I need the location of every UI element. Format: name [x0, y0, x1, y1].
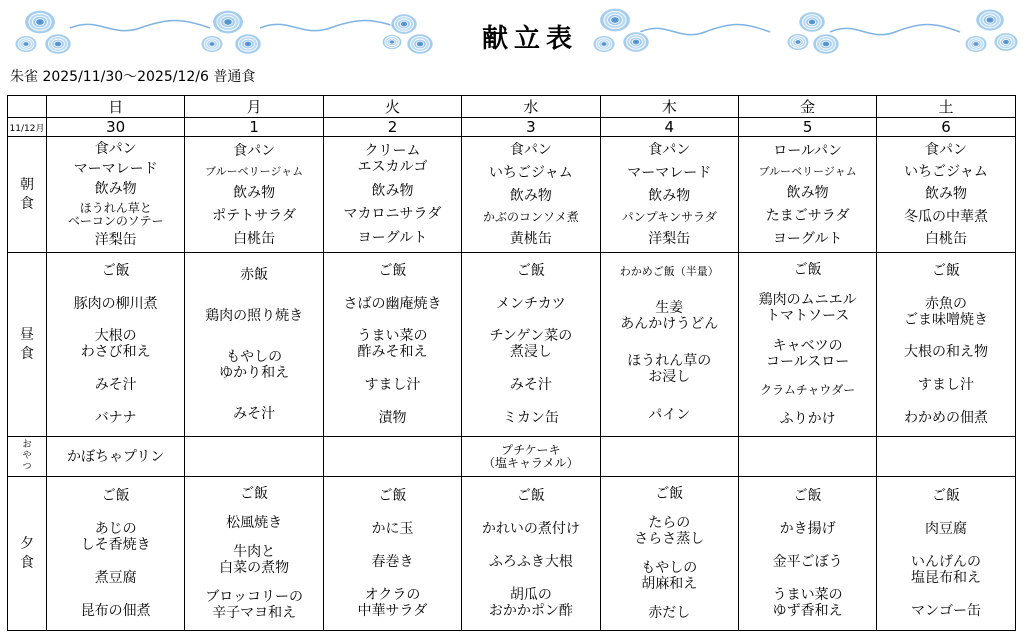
- dinner-cell: [185, 477, 323, 631]
- menu-item: わかめの佃煮: [904, 409, 989, 426]
- menu-item: かき揚げ: [779, 520, 836, 537]
- menu-item: クラムチャウダー: [760, 383, 856, 397]
- menu-item: オクラの 中華サラダ: [357, 587, 428, 620]
- rose-icon: [799, 12, 825, 32]
- snack-cell: [323, 437, 461, 477]
- snack-label: [8, 437, 47, 477]
- rose-icon: [787, 34, 809, 51]
- menu-items: [739, 137, 876, 252]
- dinner-cell: [323, 477, 461, 631]
- menu-item: 昆布の佃煮: [80, 603, 151, 620]
- meal-label-char: つ: [22, 462, 32, 472]
- menu-item: パンプキンサラダ: [621, 209, 717, 224]
- menu-items: [324, 477, 461, 630]
- menu-items: [462, 477, 599, 630]
- snack-cell: [462, 437, 600, 477]
- menu-item: ご飯: [101, 487, 130, 504]
- menu-item: ブルーベリージャム: [205, 164, 304, 178]
- rose-icon: [407, 34, 433, 54]
- snack-cell: [185, 437, 323, 477]
- menu-item: かに玉: [371, 520, 414, 537]
- menu-item: ほうれん草の お浸し: [627, 353, 712, 386]
- menu-item: マーマレード: [627, 165, 712, 182]
- menu-items: [324, 137, 461, 252]
- menu-items: [601, 137, 738, 252]
- menu-item: 食パン: [233, 142, 276, 159]
- menu-items: [601, 477, 738, 630]
- rose-icon: [382, 34, 402, 49]
- menu-item: いんげんの 塩昆布和え: [911, 554, 982, 587]
- menu-item: 飲み物: [925, 186, 968, 203]
- menu-item: 飲み物: [371, 182, 414, 199]
- menu-item: ご飯: [378, 263, 407, 280]
- snack-cell: [47, 437, 185, 477]
- snack-cell: [600, 437, 738, 477]
- menu-item: うまい菜の ゆず香和え: [772, 587, 843, 620]
- weekday-row: [8, 96, 1016, 118]
- menu-items: [601, 253, 738, 436]
- menu-table: [7, 95, 1016, 631]
- breakfast-cell: [462, 137, 600, 253]
- dinner-cell: [462, 477, 600, 631]
- menu-item: 飲み物: [94, 181, 137, 198]
- menu-item: 食パン: [509, 142, 552, 159]
- menu-item: ロールパン: [773, 142, 843, 159]
- menu-items: [185, 253, 322, 436]
- date-cell: 3: [462, 118, 600, 137]
- menu-item: ご飯: [793, 262, 822, 278]
- menu-item: 春巻き: [371, 554, 414, 571]
- menu-item: 大根の和え物: [904, 344, 989, 361]
- menu-item: ふろふき大根: [488, 554, 573, 571]
- breakfast-cell: [877, 137, 1015, 253]
- menu-item: たまごサラダ: [765, 207, 850, 224]
- menu-item: ご飯: [240, 485, 269, 502]
- menu-item: 鶏肉の照り焼き: [205, 308, 304, 325]
- menu-items: [185, 477, 322, 630]
- menu-item: 肉豆腐: [925, 520, 968, 537]
- rose-icon: [201, 36, 223, 53]
- menu-item: ご飯: [932, 487, 961, 504]
- rose-icon: [235, 34, 261, 54]
- menu-item: 洋梨缶: [94, 231, 137, 248]
- menu-item: マンゴー缶: [911, 603, 982, 620]
- month-label: 11/12月: [8, 118, 47, 137]
- menu-items: [47, 253, 184, 436]
- menu-item: あじの しそ香焼き: [80, 520, 151, 553]
- menu-item: プチケーキ （塩キャラメル）: [483, 442, 579, 470]
- menu-item: 松風焼き: [226, 514, 283, 531]
- menu-item: かれいの煮付け: [481, 520, 580, 537]
- menu-item: 飲み物: [233, 184, 276, 201]
- menu-item: 赤飯: [240, 267, 269, 284]
- menu-item: 生姜 あんかけうどん: [620, 299, 719, 332]
- menu-item: ポテトサラダ: [212, 207, 297, 224]
- weekday-cell: 火: [323, 96, 461, 118]
- menu-item: ミカン缶: [502, 409, 559, 426]
- swirl-ornament: [830, 25, 960, 35]
- meal-label-char: お: [22, 440, 32, 450]
- rose-icon: [994, 33, 1018, 52]
- menu-item: いちごジャム: [489, 165, 573, 182]
- meal-label-char: 夕: [20, 535, 34, 552]
- menu-item: 食パン: [94, 141, 137, 158]
- weekday-cell: 水: [462, 96, 600, 118]
- menu-item: 黄桃缶: [509, 230, 552, 247]
- menu-item: パイン: [648, 407, 691, 424]
- menu-item: もやしの 胡麻和え: [641, 560, 698, 593]
- date-cell: 5: [738, 118, 876, 137]
- menu-items: [47, 137, 184, 252]
- menu-item: わかめご飯（半量）: [619, 264, 719, 278]
- menu-item: 白桃缶: [233, 230, 276, 247]
- menu-item: 赤魚の ごま味噌焼き: [904, 295, 989, 328]
- dinner-cell: [738, 477, 876, 631]
- menu-item: たらの さらさ蒸し: [634, 514, 705, 547]
- menu-item: かぼちゃプリン: [66, 448, 165, 465]
- menu-item: 金平ごぼう: [772, 554, 843, 571]
- menu-item: いちごジャム: [904, 164, 988, 181]
- lunch-cell: [877, 253, 1015, 437]
- menu-item: 飲み物: [509, 187, 552, 204]
- menu-item: ご飯: [378, 487, 407, 504]
- date-cell: 1: [185, 118, 323, 137]
- date-cell: 4: [600, 118, 738, 137]
- menu-item: マカロニサラダ: [343, 206, 442, 223]
- rose-icon: [965, 36, 987, 53]
- meal-label-char: 朝: [20, 176, 34, 193]
- rose-icon: [213, 10, 244, 34]
- menu-item: クリーム エスカルゴ: [357, 142, 428, 175]
- weekday-cell: 土: [877, 96, 1015, 118]
- menu-item: マーマレード: [73, 161, 158, 178]
- menu-item: 大根の わさび和え: [80, 328, 151, 361]
- date-cell: 2: [323, 118, 461, 137]
- menu-item: さばの幽庵焼き: [343, 295, 442, 312]
- breakfast-label: [8, 137, 47, 253]
- weekday-cell: 木: [600, 96, 738, 118]
- menu-items: [739, 253, 876, 436]
- weekday-cell: 金: [738, 96, 876, 118]
- menu-items: [185, 437, 322, 476]
- menu-item: ご飯: [932, 263, 961, 280]
- weekday-cell: 月: [185, 96, 323, 118]
- dinner-cell: [600, 477, 738, 631]
- lunch-cell: [323, 253, 461, 437]
- date-cell: 30: [47, 118, 185, 137]
- menu-item: 食パン: [925, 142, 968, 159]
- menu-item: 鶏肉のムニエル トマトソース: [758, 292, 857, 324]
- dinner-cell: [877, 477, 1015, 631]
- menu-item: ブルーベリージャム: [758, 164, 857, 178]
- rose-icon: [813, 34, 839, 54]
- rose-icon: [45, 34, 71, 54]
- menu-item: ふりかけ: [779, 411, 836, 427]
- menu-item: チンゲン菜の 煮浸し: [489, 328, 573, 361]
- menu-items: [324, 253, 461, 436]
- breakfast-cell: [185, 137, 323, 253]
- menu-items: [462, 137, 599, 252]
- menu-items: [739, 437, 876, 476]
- menu-item: バナナ: [94, 409, 137, 426]
- date-cell: 6: [877, 118, 1015, 137]
- menu-item: 飲み物: [648, 187, 691, 204]
- menu-item: ブロッコリーの 辛子マヨ和え: [205, 589, 303, 622]
- menu-item: ご飯: [793, 487, 822, 504]
- breakfast-cell: [738, 137, 876, 253]
- menu-item: かぶのコンソメ煮: [482, 209, 579, 224]
- rose-icon: [15, 36, 37, 53]
- menu-item: みそ汁: [233, 405, 276, 422]
- rose-icon: [25, 10, 56, 34]
- swirl-ornament: [640, 25, 770, 35]
- menu-item: すまし汁: [918, 377, 975, 394]
- meal-label-char: や: [22, 451, 32, 461]
- menu-items: [185, 137, 322, 252]
- menu-item: ご飯: [516, 487, 545, 504]
- menu-items: [739, 477, 876, 630]
- menu-items: [877, 137, 1014, 252]
- lunch-cell: [462, 253, 600, 437]
- rose-icon: [623, 32, 649, 52]
- snack-cell: [877, 437, 1015, 477]
- breakfast-cell: [47, 137, 185, 253]
- meal-label-char: 昼: [20, 326, 34, 343]
- lunch-cell: [600, 253, 738, 437]
- menu-item: 冬瓜の中華煮: [904, 208, 989, 225]
- menu-item: すまし汁: [364, 377, 421, 394]
- lunch-cell: [738, 253, 876, 437]
- rose-icon: [391, 14, 417, 34]
- menu-item: ご飯: [101, 263, 130, 280]
- page-title: 献立表: [481, 24, 578, 54]
- menu-items: [47, 477, 184, 630]
- menu-item: キャベツの コールスロー: [765, 338, 850, 370]
- menu-items: [877, 437, 1014, 476]
- rose-icon: [600, 8, 631, 32]
- menu-item: ヨーグルト: [772, 230, 843, 247]
- breakfast-row: [8, 137, 1016, 253]
- lunch-label: [8, 253, 47, 437]
- menu-item: みそ汁: [509, 377, 552, 394]
- menu-items: [47, 437, 184, 476]
- menu-subtitle: 朱雀 2025/11/30～2025/12/6 普通食: [10, 69, 256, 85]
- menu-item: ヨーグルト: [357, 230, 428, 247]
- date-row: [8, 118, 1016, 137]
- menu-item: 食パン: [648, 142, 691, 159]
- menu-item: 赤だし: [648, 605, 691, 622]
- menu-item: 洋梨缶: [648, 230, 691, 247]
- menu-item: 漬物: [378, 409, 407, 426]
- meal-label-char: 食: [20, 345, 34, 362]
- menu-item: ご飯: [516, 263, 545, 280]
- menu-item: もやしの ゆかり和え: [219, 348, 290, 381]
- menu-items: [462, 253, 599, 436]
- dinner-cell: [47, 477, 185, 631]
- menu-items: [877, 253, 1014, 436]
- swirl-ornament: [260, 21, 400, 31]
- breakfast-cell: [600, 137, 738, 253]
- corner-cell: [8, 96, 47, 118]
- lunch-cell: [47, 253, 185, 437]
- lunch-cell: [185, 253, 323, 437]
- menu-item: 煮豆腐: [94, 570, 137, 587]
- lunch-row: [8, 253, 1016, 437]
- menu-item: 飲み物: [786, 184, 829, 201]
- snack-cell: [738, 437, 876, 477]
- menu-item: 胡瓜の おかかポン酢: [488, 587, 573, 620]
- menu-item: うまい菜の 酢みそ和え: [357, 328, 428, 361]
- menu-items: [877, 477, 1014, 630]
- menu-item: 牛肉と 白菜の煮物: [219, 544, 290, 577]
- menu-item: メンチカツ: [496, 295, 566, 312]
- dinner-row: [8, 477, 1016, 631]
- rose-icon: [976, 9, 1005, 31]
- menu-item: ご飯: [655, 485, 684, 502]
- meal-label-char: 食: [20, 195, 34, 212]
- menu-items: [601, 437, 738, 476]
- menu-items: [324, 437, 461, 476]
- weekday-cell: 日: [47, 96, 185, 118]
- snack-row: [8, 437, 1016, 477]
- dinner-label: [8, 477, 47, 631]
- menu-items: [462, 437, 599, 476]
- meal-label-char: 食: [20, 554, 34, 571]
- swirl-ornament: [70, 21, 210, 31]
- menu-item: みそ汁: [94, 377, 137, 394]
- menu-item: ほうれん草と ベーコンのソテー: [67, 200, 164, 228]
- menu-item: 豚肉の柳川煮: [73, 295, 158, 312]
- menu-item: 白桃缶: [925, 230, 968, 247]
- breakfast-cell: [323, 137, 461, 253]
